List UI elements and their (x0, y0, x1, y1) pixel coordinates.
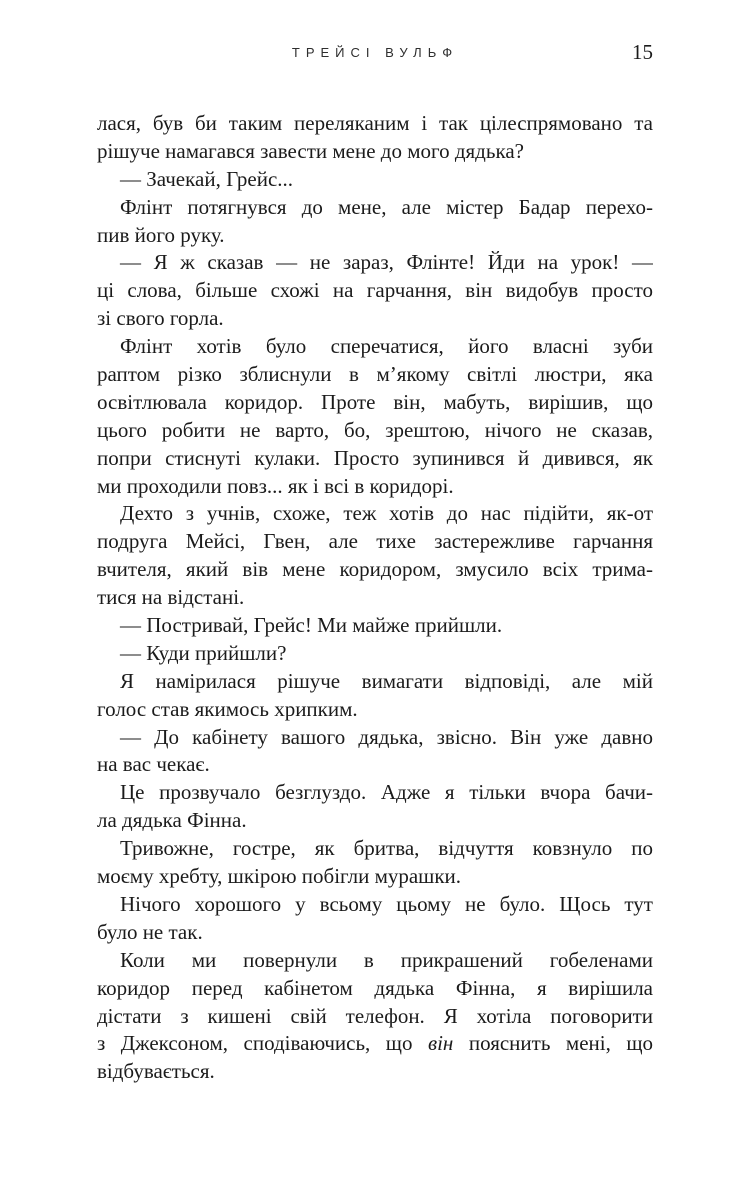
text-line: ми проходили повз... як і всі в коридорі. (97, 473, 454, 498)
text-line: цього робити не варто, бо, зрештою, нічого не сказав, (97, 417, 653, 442)
text-line: — Я ж сказав — не зараз, Флінте! Йди на урок! — (120, 250, 653, 275)
text-line: зі свого горла. (97, 306, 224, 331)
text-line: голос став якимось хрипким. (97, 696, 358, 721)
text-line: раптом різко зблиснули в м’якому світлі люстри, яка (97, 362, 653, 387)
text-line: Флінт потягнувся до мене, але містер Бадар перехо- (120, 194, 653, 219)
text-line: Нічого хорошого у всьому цьому не було. Щось тут (120, 891, 653, 916)
text-line: лася, був би таким переляканим і так цілеспрямовано та (97, 111, 653, 135)
text-line: — Куди прийшли? (120, 640, 287, 665)
paragraph (97, 166, 653, 194)
text-line: — Зачекай, Грейс... (120, 166, 294, 191)
paragraph (97, 333, 653, 500)
paragraph (97, 947, 653, 1086)
text-line: коридор перед кабінетом дядька Фінна, я вирішила (97, 975, 653, 1000)
page-body-text (97, 110, 653, 1086)
paragraph (97, 891, 653, 947)
text-line: Флінт хотів було сперечатися, його власні зуби (120, 334, 653, 359)
text-line: попри стиснуті кулаки. Просто зупинився й дивився, як (97, 445, 653, 470)
text-line: відбувається. (97, 1059, 215, 1084)
text-line: Дехто з учнів, схоже, теж хотів до нас підійти, як-от (120, 501, 653, 526)
text-line: дістати з кишені свій телефон. Я хотіла поговорити (97, 1003, 653, 1028)
text-line: пив його руку. (97, 222, 225, 247)
paragraph (97, 194, 653, 250)
text-line: Коли ми повернули в прикрашений гобеленами (120, 947, 653, 972)
paragraph (97, 668, 653, 724)
paragraph (97, 724, 653, 780)
text-line: Тривожне, гостре, як бритва, відчуття ковзнуло по (120, 836, 653, 861)
paragraph (97, 835, 653, 891)
paragraph (97, 249, 653, 333)
paragraph (97, 640, 653, 668)
text-line: — Постривай, Грейс! Ми майже прийшли. (120, 613, 503, 638)
text-line: моєму хребту, шкірою побігли мурашки. (97, 864, 462, 889)
text-line: подруга Мейсі, Гвен, але тихе застережливе гарчання (97, 529, 653, 554)
text-line: тися на відстані. (97, 585, 245, 610)
text-line: освітлювала коридор. Проте він, мабуть, вирішив, що (97, 389, 653, 414)
text-line: вчителя, який вів мене коридором, змусило всіх трима- (97, 557, 653, 582)
page-number: 15 (632, 40, 653, 64)
text-line: на вас чекає. (97, 752, 210, 777)
paragraph (97, 500, 653, 612)
running-header-title: ТРЕЙСІ ВУЛЬФ (291, 45, 459, 60)
paragraph (97, 612, 653, 640)
text-line: рішуче намагався завести мене до мого дядька? (97, 138, 524, 163)
text-line: ла дядька Фінна. (97, 808, 247, 833)
text-line: — До кабінету вашого дядька, звісно. Він уже давно (120, 724, 653, 749)
paragraph (97, 779, 653, 835)
text-line: Це прозвучало безглуздо. Адже я тільки вчора бачи- (120, 780, 653, 805)
text-line: Я намірилася рішуче вимагати відповіді, але мій (120, 668, 653, 693)
paragraph (97, 110, 653, 166)
text-line: ці слова, більше схожі на гарчання, він видобув просто (97, 278, 653, 303)
text-line: з Джексоном, сподіваючись, що він пояснить мені, що (97, 1031, 653, 1056)
text-line: було не так. (97, 919, 203, 944)
